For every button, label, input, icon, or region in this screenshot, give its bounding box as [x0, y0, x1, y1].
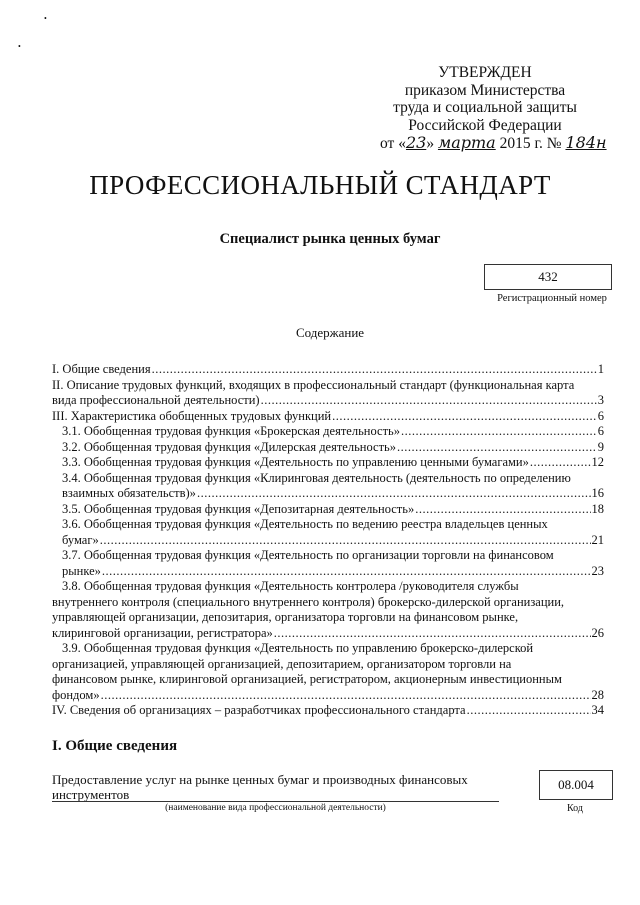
- toc-item[interactable]: [52, 579, 604, 641]
- toc-item-text: 3.8. Обобщенная трудовая функция «Деятельность контролера /руководителя службы: [62, 579, 519, 593]
- toc-leader: [100, 533, 591, 549]
- toc-leader: [397, 440, 597, 456]
- toc-page: 6: [597, 408, 604, 423]
- toc-item-text: II. Описание трудовых функций, входящих в профессиональный стандарт (функциональная карта: [52, 377, 575, 392]
- toc-item[interactable]: [52, 517, 604, 548]
- table-of-contents: [52, 362, 604, 719]
- toc-leader: [401, 424, 597, 440]
- toc-item[interactable]: [52, 409, 604, 425]
- activity-underline: [52, 801, 499, 802]
- toc-leader: [152, 362, 597, 378]
- toc-item-text: внутреннего контроля (специального внутреннего контроля) брокерско-дилерской организации,: [52, 594, 565, 609]
- toc-item-text: 3.2. Обобщенная трудовая функция «Дилерская деятельность»: [62, 439, 397, 454]
- toc-leader: [102, 564, 591, 580]
- registration-number-label: Регистрационный номер: [497, 293, 607, 304]
- toc-leader: [467, 703, 591, 719]
- toc-item[interactable]: [52, 471, 604, 502]
- toc-page: 12: [591, 455, 604, 469]
- toc-page: 28: [591, 687, 604, 702]
- toc-item[interactable]: [52, 455, 604, 471]
- activity-caption: (наименование вида профессиональной деятельности): [165, 803, 386, 813]
- toc-leader: [274, 626, 591, 642]
- approval-line: Российской Федерации: [408, 116, 562, 134]
- toc-item-text: бумаг»: [62, 532, 99, 547]
- toc-page: 9: [597, 439, 604, 454]
- approval-line: труда и социальной защиты: [393, 99, 577, 116]
- approval-block: [380, 64, 607, 153]
- toc-page: 23: [591, 563, 604, 578]
- toc-item[interactable]: [52, 641, 604, 703]
- activity-code: 08.004: [558, 777, 594, 792]
- toc-leader: [101, 688, 591, 704]
- toc-item-text: 3.3. Обобщенная трудовая функция «Деятельность по управлению ценными бумагами»: [62, 455, 529, 469]
- handwritten-month: марта: [437, 133, 496, 152]
- toc-item-text: финансовом рынке, клиринговой организацией, регистратором, акционерным инвестиционным: [52, 672, 562, 686]
- handwritten-order-number: 184н: [565, 133, 607, 152]
- toc-leader: [530, 455, 591, 471]
- handwritten-day: 23: [405, 133, 427, 152]
- toc-item-text: взаимных обязательств)»: [62, 486, 196, 500]
- toc-item-text: 3.4. Обобщенная трудовая функция «Клиринговая деятельность (деятельность по определению: [62, 470, 571, 485]
- toc-item[interactable]: [52, 548, 604, 579]
- toc-item-text: организацией, управляющей организацией, депозитарием, организатором торговли на: [52, 656, 512, 671]
- document-title: ПРОФЕССИОНАЛЬНЫЙ СТАНДАРТ: [89, 170, 551, 200]
- toc-item[interactable]: [52, 502, 604, 518]
- date-prefix: от «: [380, 135, 406, 152]
- approval-line: приказом Министерства: [404, 81, 566, 99]
- scan-speck: •: [18, 42, 21, 51]
- toc-item-text: фондом»: [52, 687, 100, 702]
- scan-speck: •: [44, 14, 47, 23]
- standard-name: Специалист рынка ценных бумаг: [219, 231, 441, 247]
- toc-page: 3: [597, 393, 604, 407]
- activity-name-line: Предоставление услуг на рынке ценных бумаг и производных финансовых: [52, 772, 468, 787]
- toc-item-text: III. Характеристика обобщенных трудовых функций: [52, 408, 332, 423]
- toc-leader: [261, 393, 597, 409]
- toc-page: 34: [591, 703, 604, 717]
- toc-leader: [332, 409, 597, 425]
- activity-code-label: Код: [567, 803, 583, 814]
- toc-item-text: управляющей организации, депозитария, организатора торговли на финансовом рынке,: [52, 610, 519, 624]
- toc-item-text: вида профессиональной деятельности): [52, 393, 260, 407]
- toc-page: 18: [591, 501, 604, 516]
- toc-item-text: 3.7. Обобщенная трудовая функция «Деятельность по организации торговли на финансовом: [62, 548, 554, 562]
- year-text: 2015 г. №: [495, 135, 566, 152]
- toc-item[interactable]: [52, 362, 604, 378]
- toc-item-text: 3.9. Обобщенная трудовая функция «Деятельность по управлению брокерско-дилерской: [62, 641, 534, 655]
- approval-date-line: [380, 133, 607, 153]
- toc-item[interactable]: [52, 378, 604, 409]
- date-mid: »: [426, 135, 438, 152]
- toc-leader: [197, 486, 591, 502]
- toc-item[interactable]: [52, 703, 604, 719]
- approval-line: УТВЕРЖДЕН: [438, 64, 532, 81]
- toc-page: 26: [591, 625, 604, 640]
- registration-number: 432: [538, 269, 558, 284]
- toc-page: 6: [597, 424, 604, 438]
- toc-item-text: рынке»: [62, 563, 101, 578]
- toc-item-text: I. Общие сведения: [52, 362, 151, 376]
- toc-page: 21: [591, 532, 604, 547]
- toc-item-text: IV. Сведения об организациях – разработчиках профессионального стандарта: [52, 703, 466, 717]
- toc-item[interactable]: [52, 440, 604, 456]
- toc-item-text: 3.1. Обобщенная трудовая функция «Брокерская деятельность»: [62, 424, 400, 438]
- toc-item-text: клиринговой организации, регистратора»: [52, 625, 273, 640]
- toc-item[interactable]: [52, 424, 604, 440]
- registration-number-box: [484, 264, 612, 290]
- section-heading: I. Общие сведения: [52, 738, 178, 754]
- activity-name: [52, 772, 502, 802]
- contents-heading: Содержание: [295, 325, 365, 340]
- toc-item-text: 3.6. Обобщенная трудовая функция «Деятельность по ведению реестра владельцев ценных: [62, 517, 548, 531]
- activity-code-box: [539, 770, 613, 800]
- toc-leader: [415, 502, 590, 518]
- activity-name-line: инструментов: [52, 787, 130, 802]
- toc-item-text: 3.5. Обобщенная трудовая функция «Депозитарная деятельность»: [62, 501, 415, 516]
- toc-page: 1: [597, 362, 604, 376]
- toc-page: 16: [591, 486, 604, 500]
